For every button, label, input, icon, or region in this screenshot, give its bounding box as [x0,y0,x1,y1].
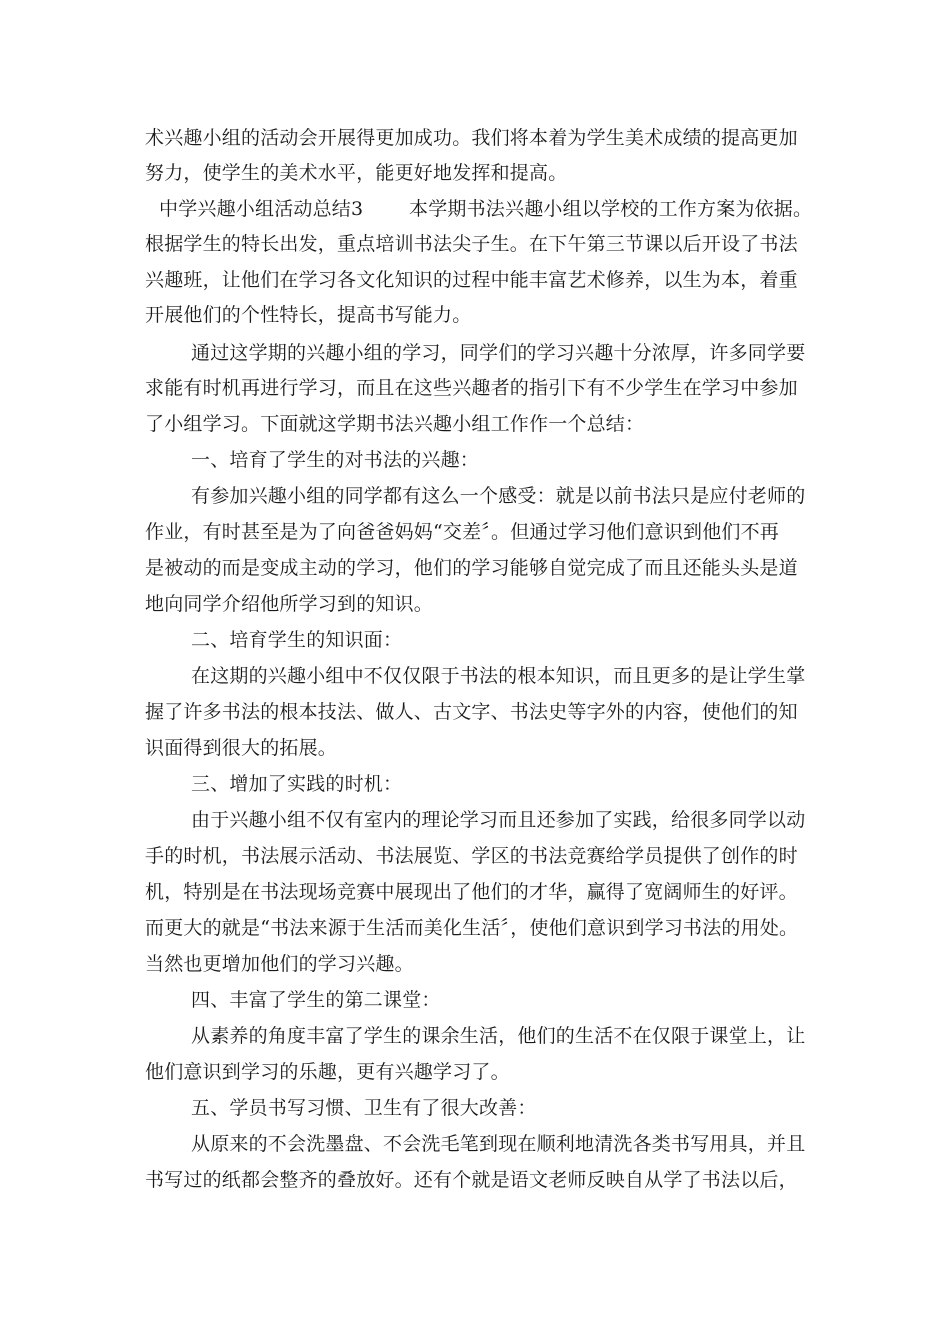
paragraph-line: 求能有时机再进行学习，而且在这些兴趣者的指引下有不少学生在学习中参加 [145,377,798,399]
paragraph-line: 握了许多书法的根本技法、做人、古文字、书法史等字外的内容，使他们的知 [145,701,798,723]
paragraph-line: 是被动的而是变成主动的学习，他们的学习能够自觉完成了而且还能头头是道 [145,557,798,579]
subheading: 三、增加了实践的时机： [191,773,403,795]
subheading: 二、培育学生的知识面： [191,629,403,651]
paragraph-line: 通过这学期的兴趣小组的学习，同学们的学习兴趣十分浓厚，许多同学要 [191,342,806,364]
paragraph-line: 本学期书法兴趣小组以学校的工作方案为依据。 [409,198,813,220]
paragraph-line: 了小组学习。下面就这学期书法兴趣小组工作作一个总结： [145,413,645,435]
paragraph-line: 手的时机，书法展示活动、书法展览、学区的书法竞赛给学员提供了创作的时 [145,845,798,867]
subheading: 一、培育了学生的对书法的兴趣： [191,449,480,471]
paragraph-line: 地向同学介绍他所学习到的知识。 [145,593,434,615]
paragraph-line: 识面得到很大的拓展。 [145,737,338,759]
paragraph-line: 由于兴趣小组不仅有室内的理论学习而且还参加了实践，给很多同学以动 [191,809,806,831]
paragraph-line: 从原来的不会洗墨盘、不会洗毛笔到现在顺利地清洗各类书写用具，并且 [191,1133,806,1155]
paragraph-line: 术兴趣小组的活动会开展得更加成功。我们将本着为学生美术成绩的提高更加 [145,127,798,149]
paragraph-line: 根据学生的特长出发，重点培训书法尖子生。在下午第三节课以后开设了书法 [145,233,798,255]
paragraph-line: 开展他们的个性特长，提高书写能力。 [145,304,472,326]
paragraph-line: 有参加兴趣小组的同学都有这么一个感受：就是以前书法只是应付老师的 [191,485,806,507]
paragraph-line: 在这期的兴趣小组中不仅仅限于书法的根本知识，而且更多的是让学生掌 [191,665,806,687]
paragraph-line: 兴趣班，让他们在学习各文化知识的过程中能丰富艺术修养，以生为本，着重 [145,269,798,291]
subheading: 五、学员书写习惯、卫生有了很大改善： [191,1097,537,1119]
paragraph-line: 他们意识到学习的乐趣，更有兴趣学习了。 [145,1061,510,1083]
paragraph-line: 作业，有时甚至是为了向爸爸妈妈“交差〞。但通过学习他们意识到他们不再 [145,521,780,543]
paragraph-line: 机，特别是在书法现场竞赛中展现出了他们的才华，赢得了宽阔师生的好评。 [145,881,798,903]
paragraph-line: 努力，使学生的美术水平，能更好地发挥和提高。 [145,162,568,184]
subheading: 四、丰富了学生的第二课堂： [191,989,441,1011]
section-heading: 中学兴趣小组活动总结3 [159,198,364,220]
paragraph-line: 书写过的纸都会整齐的叠放好。还有个就是语文老师反映自从学了书法以后， [145,1169,798,1191]
paragraph-line: 而更大的就是“书法来源于生活而美化生活〞，使他们意识到学习书法的用处。 [145,917,799,939]
paragraph-line: 从素养的角度丰富了学生的课余生活，他们的生活不在仅限于课堂上，让 [191,1025,806,1047]
paragraph-line: 当然也更增加他们的学习兴趣。 [145,953,414,975]
